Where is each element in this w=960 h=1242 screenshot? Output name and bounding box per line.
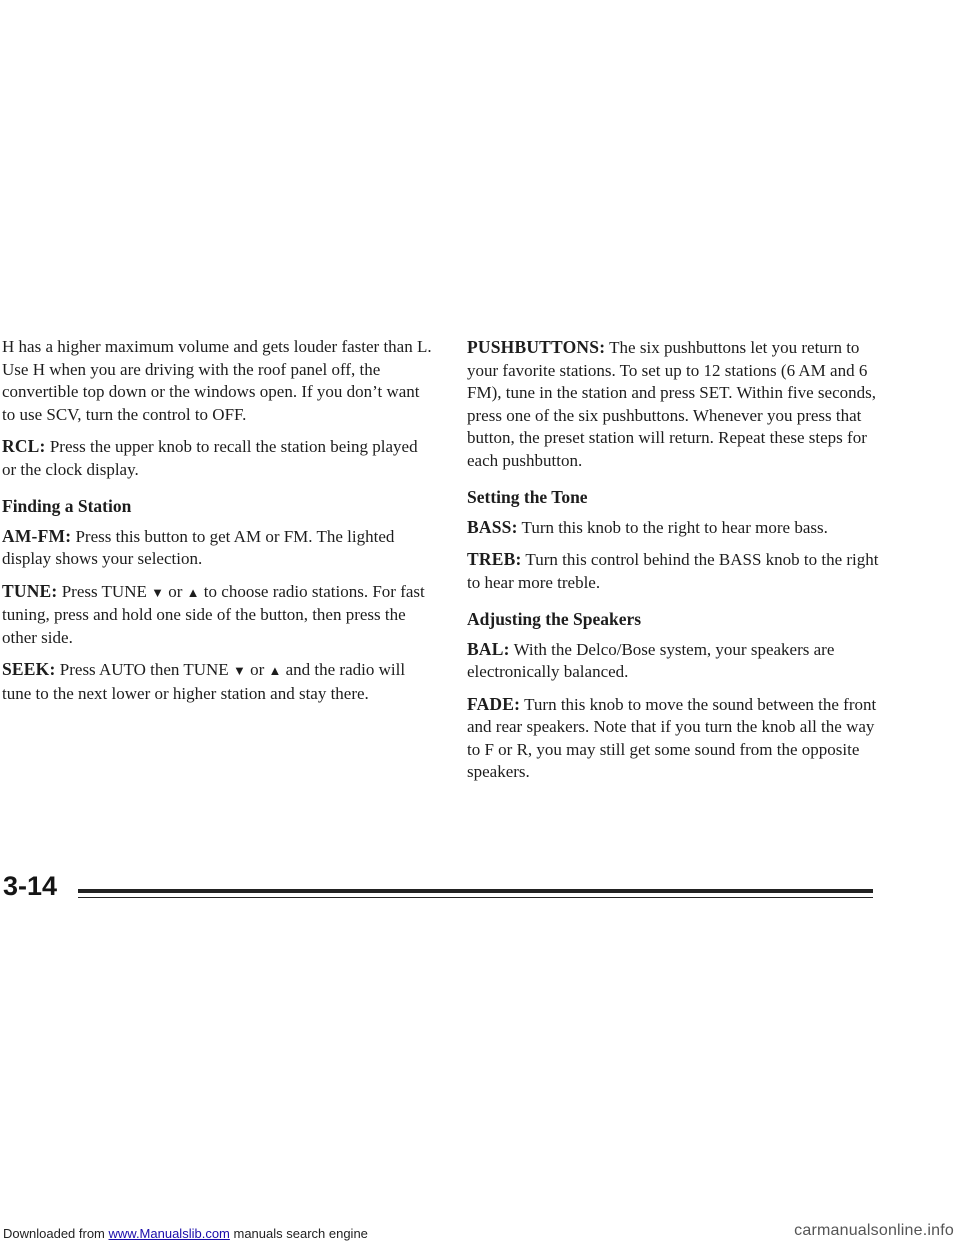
rcl-text: Press the upper knob to recall the station being played or the clock display. [2,437,418,479]
fade-term: FADE: [467,693,521,714]
fade-text: Turn this knob to move the sound between the front and rear speakers. Note that if you turn the knob all the way to F or R, you may still get some sound from the opposite speakers. [467,694,877,781]
seek-paragraph [2,658,432,705]
treb-term: TREB: [467,549,522,569]
amfm-paragraph [2,525,432,571]
credit-prefix: Downloaded from [3,1226,109,1241]
treb-text: Turn this control behind the BASS knob to the right to hear more treble. [467,550,879,592]
credit-suffix: manuals search engine [229,1226,368,1241]
tune-term: TUNE: [2,580,58,601]
footer-rule [78,889,873,893]
tune-paragraph [2,580,432,650]
tune-or: or [164,581,187,601]
treb-paragraph [467,548,887,594]
bass-term: BASS: [467,516,518,537]
tune-text-1: Press TUNE [57,581,152,601]
rcl-term: RCL: [2,436,46,456]
setting-tone-heading: Setting the Tone [467,487,588,507]
right-column-content-holder [467,336,887,793]
pushbuttons-text: The six pushbuttons let you return to your favorite stations. To set up to 12 stations (6 AM and 6 FM), tune in the station and press SET. Within five seconds, press one of the six pushbuttons. Whenever you press that button, the preset station will return. Repeat these steps for each pushbutton. [467,338,876,470]
bal-term: BAL: [467,638,510,659]
pushbuttons-term: PUSHBUTTONS: [467,337,606,357]
finding-station-heading: Finding a Station [2,496,132,516]
rcl-paragraph [2,435,432,481]
site-watermark: carmanualsonline.info [794,1222,954,1239]
adjusting-speakers-heading: Adjusting the Speakers [467,609,642,629]
amfm-text: Press this button to get AM or FM. The lighted display shows your selection. [2,526,395,568]
tune-text-2: to choose radio stations. For fast tuning, press and hold one side of the button, then press the other side. [2,581,425,647]
manualslib-link[interactable]: www.Manualslib.com [108,1226,230,1241]
pushbuttons-paragraph [467,336,887,472]
up-arrow-icon: ▲ [268,663,282,678]
amfm-term: AM-FM: [2,525,72,546]
bass-text: Turn this knob to the right to hear more bass. [517,517,828,537]
bal-paragraph [467,638,887,684]
bal-text: With the Delco/Bose system, your speakers are electronically balanced. [467,639,835,681]
bass-paragraph [467,516,887,540]
seek-term: SEEK: [2,659,56,679]
download-credit [3,1226,368,1241]
seek-or: or [245,660,269,679]
intro-paragraph: H has a higher maximum volume and gets louder faster than L. Use H when you are driving with the roof panel off, the convertible top down or the windows open. If you don’t want to use SCV, turn the control to OFF. [2,337,432,424]
seek-text-2: and the radio will tune to the next lower or higher station and stay there. [2,660,406,703]
footer-rule-thin [78,897,873,898]
page-number: 3-14 [3,871,58,901]
down-arrow-icon: ▼ [232,663,246,678]
down-arrow-icon: ▼ [151,584,164,600]
seek-text-1: Press AUTO then TUNE [55,660,233,679]
fade-paragraph [467,693,887,784]
up-arrow-icon: ▲ [186,584,200,600]
left-column-content-holder [2,336,432,714]
